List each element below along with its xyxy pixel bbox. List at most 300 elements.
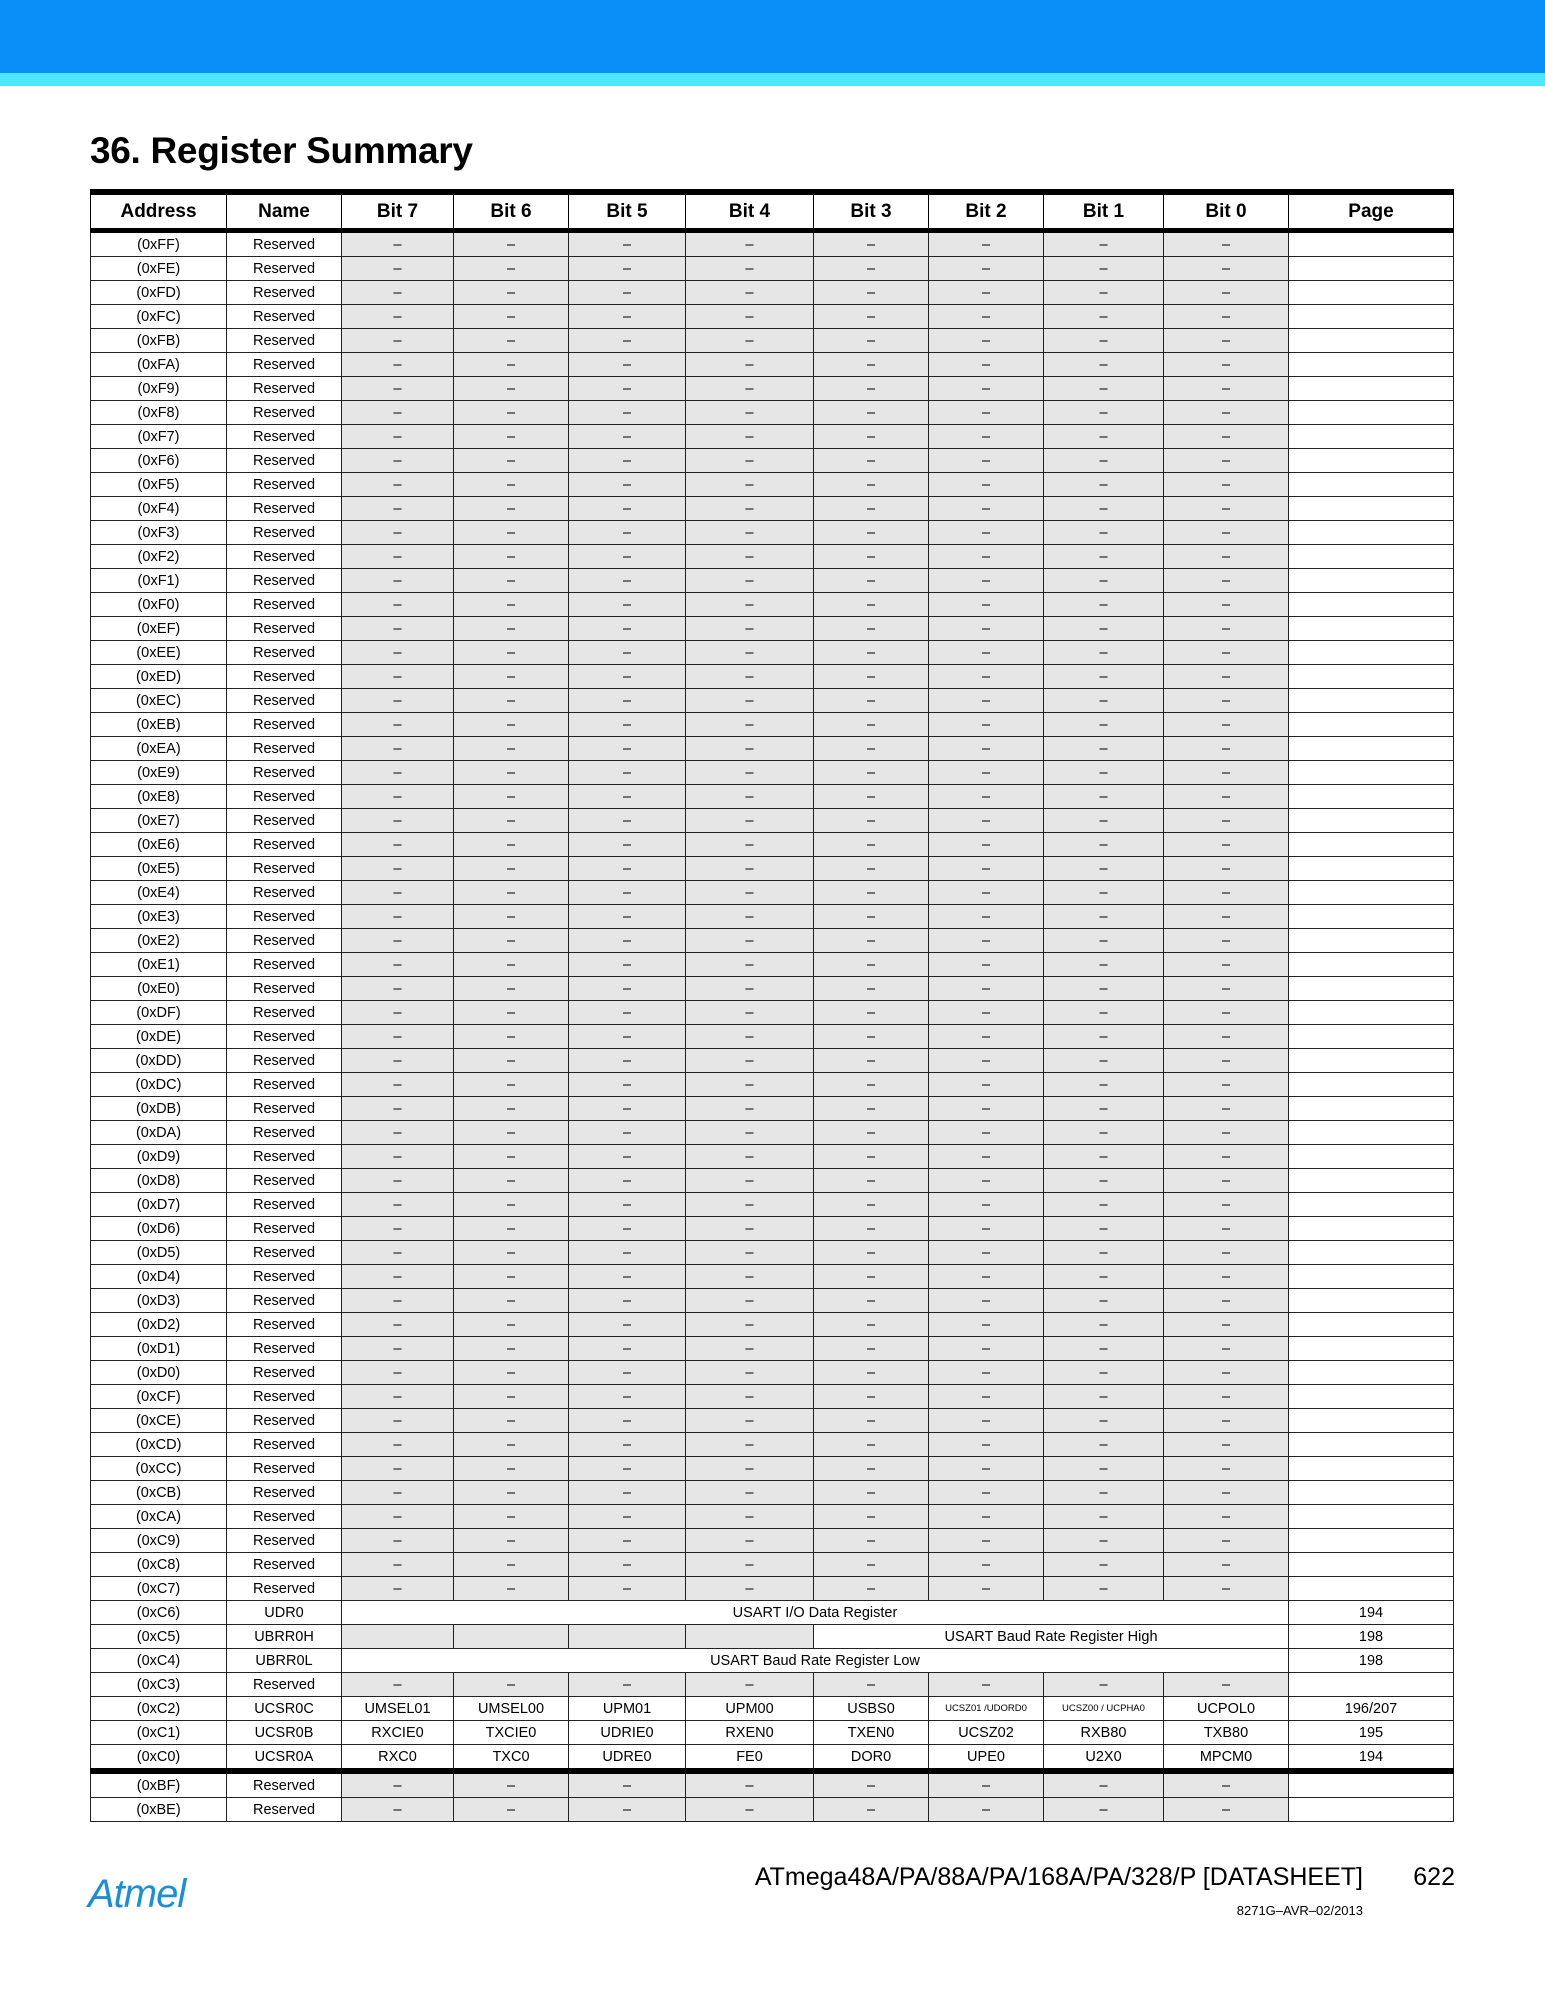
name-cell: Reserved bbox=[227, 1145, 342, 1169]
header-bar bbox=[0, 0, 1545, 73]
name-cell: Reserved bbox=[227, 953, 342, 977]
address-cell: (0xE7) bbox=[91, 809, 227, 833]
name-cell: Reserved bbox=[227, 881, 342, 905]
name-cell: Reserved bbox=[227, 1313, 342, 1337]
bit-cell: – bbox=[1164, 1673, 1289, 1697]
table-row bbox=[91, 1025, 1454, 1049]
address-cell: (0xC3) bbox=[91, 1673, 227, 1697]
bit-cell: – bbox=[686, 1409, 814, 1433]
table-row bbox=[91, 1241, 1454, 1265]
bit-cell: – bbox=[569, 665, 686, 689]
bit-cell: – bbox=[814, 569, 929, 593]
bit-cell: – bbox=[929, 1361, 1044, 1385]
address-cell: (0xE2) bbox=[91, 929, 227, 953]
name-cell: Reserved bbox=[227, 353, 342, 377]
table-row bbox=[91, 785, 1454, 809]
document-code: 8271G–AVR–02/2013 bbox=[1236, 1903, 1363, 1918]
bit-cell: – bbox=[454, 1771, 569, 1798]
bit-cell: TXC0 bbox=[454, 1745, 569, 1772]
bit-cell: – bbox=[569, 1529, 686, 1553]
name-cell: Reserved bbox=[227, 1097, 342, 1121]
bit-cell: – bbox=[1044, 1385, 1164, 1409]
table-row bbox=[91, 905, 1454, 929]
bit-cell: – bbox=[1044, 1771, 1164, 1798]
table-row bbox=[91, 569, 1454, 593]
name-cell: Reserved bbox=[227, 1025, 342, 1049]
bit-cell: – bbox=[686, 231, 814, 257]
page-cell bbox=[1289, 809, 1454, 833]
bit-cell: – bbox=[454, 857, 569, 881]
bit-cell: – bbox=[1164, 1241, 1289, 1265]
bit-cell: – bbox=[814, 953, 929, 977]
bit-cell: – bbox=[569, 1577, 686, 1601]
bit-cell: RXEN0 bbox=[686, 1721, 814, 1745]
bit-cell: – bbox=[342, 833, 454, 857]
bit-cell: – bbox=[1164, 1553, 1289, 1577]
name-cell: Reserved bbox=[227, 1073, 342, 1097]
bit-cell: – bbox=[814, 1265, 929, 1289]
page-cell bbox=[1289, 401, 1454, 425]
bit-cell: – bbox=[569, 231, 686, 257]
name-cell: Reserved bbox=[227, 257, 342, 281]
bit-cell: – bbox=[1164, 1145, 1289, 1169]
bit-cell: – bbox=[1044, 545, 1164, 569]
bit-cell: – bbox=[1044, 1577, 1164, 1601]
bit-cell: – bbox=[814, 1673, 929, 1697]
bit-cell: – bbox=[1044, 281, 1164, 305]
page-cell bbox=[1289, 857, 1454, 881]
bit-cell: – bbox=[454, 425, 569, 449]
address-cell: (0xC6) bbox=[91, 1601, 227, 1625]
address-cell: (0xD8) bbox=[91, 1169, 227, 1193]
bit-cell: – bbox=[342, 1121, 454, 1145]
bit-cell: – bbox=[814, 1361, 929, 1385]
name-cell: Reserved bbox=[227, 1265, 342, 1289]
bit-cell: – bbox=[929, 473, 1044, 497]
bit-cell: – bbox=[569, 1073, 686, 1097]
bit-cell: FE0 bbox=[686, 1745, 814, 1772]
page-cell bbox=[1289, 1409, 1454, 1433]
bit-cell: – bbox=[1164, 1798, 1289, 1822]
bit-cell: – bbox=[342, 1385, 454, 1409]
bit-cell: – bbox=[1164, 1385, 1289, 1409]
bit-cell: – bbox=[1044, 929, 1164, 953]
page-cell bbox=[1289, 881, 1454, 905]
bit-cell: – bbox=[686, 377, 814, 401]
bit-cell: TXEN0 bbox=[814, 1721, 929, 1745]
bit-cell: – bbox=[929, 977, 1044, 1001]
bit-cell: – bbox=[814, 257, 929, 281]
bit-cell: – bbox=[929, 881, 1044, 905]
bit-cell: – bbox=[814, 809, 929, 833]
bit-cell: – bbox=[454, 1289, 569, 1313]
bit-cell: – bbox=[929, 1049, 1044, 1073]
bit-cell: – bbox=[686, 281, 814, 305]
bit-cell: – bbox=[1044, 1798, 1164, 1822]
name-cell: UCSR0C bbox=[227, 1697, 342, 1721]
document-title: ATmega48A/PA/88A/PA/168A/PA/328/P [DATASHEET] bbox=[754, 1863, 1363, 1891]
bit-cell: – bbox=[569, 377, 686, 401]
bit-cell: – bbox=[1164, 809, 1289, 833]
register-span-cell: USART Baud Rate Register High bbox=[814, 1625, 1289, 1649]
bit-cell: – bbox=[1044, 1409, 1164, 1433]
bit-cell: – bbox=[342, 857, 454, 881]
bit-cell: – bbox=[686, 1481, 814, 1505]
bit-cell: – bbox=[929, 833, 1044, 857]
bit-cell: – bbox=[569, 737, 686, 761]
bit-cell: – bbox=[1164, 497, 1289, 521]
bit-cell: – bbox=[1164, 641, 1289, 665]
table-row bbox=[91, 1073, 1454, 1097]
bit-cell: – bbox=[569, 1505, 686, 1529]
column-header: Bit 4 bbox=[686, 192, 814, 231]
bit-cell: – bbox=[569, 1025, 686, 1049]
bit-cell bbox=[686, 1625, 814, 1649]
bit-cell: – bbox=[1164, 1481, 1289, 1505]
bit-cell: – bbox=[1044, 1241, 1164, 1265]
bit-cell: – bbox=[569, 1241, 686, 1265]
name-cell: Reserved bbox=[227, 785, 342, 809]
bit-cell: – bbox=[1164, 1073, 1289, 1097]
page-cell bbox=[1289, 281, 1454, 305]
bit-cell: – bbox=[814, 977, 929, 1001]
bit-cell: – bbox=[342, 1265, 454, 1289]
bit-cell: – bbox=[342, 929, 454, 953]
page-cell bbox=[1289, 665, 1454, 689]
bit-cell: – bbox=[454, 689, 569, 713]
bit-cell: – bbox=[342, 713, 454, 737]
bit-cell: – bbox=[929, 1145, 1044, 1169]
bit-cell: – bbox=[454, 329, 569, 353]
page-cell: 195 bbox=[1289, 1721, 1454, 1745]
bit-cell: – bbox=[1164, 881, 1289, 905]
bit-cell: – bbox=[569, 1361, 686, 1385]
page-cell bbox=[1289, 1313, 1454, 1337]
bit-cell: – bbox=[1164, 833, 1289, 857]
bit-cell: – bbox=[1044, 977, 1164, 1001]
bit-cell: – bbox=[1164, 1577, 1289, 1601]
bit-cell: UCSZ02 bbox=[929, 1721, 1044, 1745]
bit-cell: – bbox=[342, 545, 454, 569]
name-cell: Reserved bbox=[227, 1385, 342, 1409]
bit-cell: – bbox=[1044, 641, 1164, 665]
name-cell: Reserved bbox=[227, 689, 342, 713]
page-cell bbox=[1289, 761, 1454, 785]
table-row bbox=[91, 1697, 1454, 1721]
bit-cell: – bbox=[929, 1385, 1044, 1409]
header-accent-bar bbox=[0, 73, 1545, 86]
bit-cell: – bbox=[342, 1529, 454, 1553]
bit-cell: – bbox=[342, 641, 454, 665]
address-cell: (0xFD) bbox=[91, 281, 227, 305]
bit-cell: – bbox=[686, 809, 814, 833]
bit-cell: – bbox=[1164, 1049, 1289, 1073]
address-cell: (0xD4) bbox=[91, 1265, 227, 1289]
column-header: Bit 2 bbox=[929, 192, 1044, 231]
page-cell: 198 bbox=[1289, 1649, 1454, 1673]
bit-cell: – bbox=[814, 617, 929, 641]
bit-cell: – bbox=[929, 1771, 1044, 1798]
table-row bbox=[91, 1169, 1454, 1193]
name-cell: Reserved bbox=[227, 761, 342, 785]
bit-cell: – bbox=[1164, 785, 1289, 809]
bit-cell: – bbox=[454, 833, 569, 857]
bit-cell: – bbox=[929, 1217, 1044, 1241]
address-cell: (0xC8) bbox=[91, 1553, 227, 1577]
bit-cell: – bbox=[454, 713, 569, 737]
register-span-cell: USART Baud Rate Register Low bbox=[342, 1649, 1289, 1673]
name-cell: Reserved bbox=[227, 329, 342, 353]
bit-cell: – bbox=[342, 1673, 454, 1697]
table-row bbox=[91, 833, 1454, 857]
bit-cell: – bbox=[814, 1457, 929, 1481]
bit-cell: – bbox=[1044, 401, 1164, 425]
bit-cell: – bbox=[1044, 1001, 1164, 1025]
name-cell: Reserved bbox=[227, 425, 342, 449]
register-summary-table bbox=[90, 189, 1454, 1822]
bit-cell bbox=[342, 1625, 454, 1649]
page-cell bbox=[1289, 1145, 1454, 1169]
bit-cell: – bbox=[686, 1025, 814, 1049]
table-row bbox=[91, 1265, 1454, 1289]
table-row bbox=[91, 1649, 1454, 1673]
address-cell: (0xE1) bbox=[91, 953, 227, 977]
bit-cell: – bbox=[569, 1313, 686, 1337]
table-row bbox=[91, 353, 1454, 377]
address-cell: (0xE5) bbox=[91, 857, 227, 881]
bit-cell: – bbox=[686, 713, 814, 737]
bit-cell: – bbox=[569, 833, 686, 857]
address-cell: (0xF8) bbox=[91, 401, 227, 425]
bit-cell: – bbox=[686, 1553, 814, 1577]
bit-cell: – bbox=[569, 881, 686, 905]
address-cell: (0xF6) bbox=[91, 449, 227, 473]
bit-cell: – bbox=[1164, 449, 1289, 473]
address-cell: (0xE9) bbox=[91, 761, 227, 785]
page-cell bbox=[1289, 231, 1454, 257]
name-cell: Reserved bbox=[227, 905, 342, 929]
bit-cell: – bbox=[342, 1409, 454, 1433]
bit-cell: – bbox=[342, 1798, 454, 1822]
bit-cell: – bbox=[1044, 231, 1164, 257]
bit-cell: – bbox=[1044, 905, 1164, 929]
page-cell bbox=[1289, 689, 1454, 713]
name-cell: Reserved bbox=[227, 473, 342, 497]
bit-cell: – bbox=[454, 1121, 569, 1145]
bit-cell: – bbox=[814, 1313, 929, 1337]
bit-cell: – bbox=[569, 1673, 686, 1697]
address-cell: (0xFC) bbox=[91, 305, 227, 329]
page-cell bbox=[1289, 1457, 1454, 1481]
bit-cell: – bbox=[929, 1505, 1044, 1529]
bit-cell: – bbox=[1044, 593, 1164, 617]
name-cell: Reserved bbox=[227, 231, 342, 257]
name-cell: Reserved bbox=[227, 1505, 342, 1529]
address-cell: (0xDC) bbox=[91, 1073, 227, 1097]
page-cell bbox=[1289, 1289, 1454, 1313]
bit-cell: – bbox=[929, 1313, 1044, 1337]
table-row bbox=[91, 545, 1454, 569]
bit-cell: – bbox=[569, 641, 686, 665]
page-cell bbox=[1289, 473, 1454, 497]
table-row bbox=[91, 1625, 1454, 1649]
table-row bbox=[91, 1577, 1454, 1601]
name-cell: Reserved bbox=[227, 593, 342, 617]
address-cell: (0xC9) bbox=[91, 1529, 227, 1553]
bit-cell: – bbox=[1044, 521, 1164, 545]
bit-cell: – bbox=[1044, 497, 1164, 521]
bit-cell: – bbox=[569, 1001, 686, 1025]
bit-cell: – bbox=[454, 1553, 569, 1577]
name-cell: Reserved bbox=[227, 809, 342, 833]
bit-cell: – bbox=[342, 353, 454, 377]
bit-cell: – bbox=[686, 1337, 814, 1361]
bit-cell: – bbox=[454, 473, 569, 497]
bit-cell: – bbox=[1044, 1217, 1164, 1241]
bit-cell: – bbox=[454, 1169, 569, 1193]
page-cell bbox=[1289, 1073, 1454, 1097]
bit-cell: – bbox=[342, 1433, 454, 1457]
name-cell: Reserved bbox=[227, 401, 342, 425]
address-cell: (0xC1) bbox=[91, 1721, 227, 1745]
page-cell bbox=[1289, 329, 1454, 353]
bit-cell: – bbox=[342, 905, 454, 929]
name-cell: Reserved bbox=[227, 1529, 342, 1553]
table-row bbox=[91, 593, 1454, 617]
page-cell bbox=[1289, 1049, 1454, 1073]
column-header: Bit 5 bbox=[569, 192, 686, 231]
bit-cell: – bbox=[929, 857, 1044, 881]
page-cell bbox=[1289, 1529, 1454, 1553]
page-cell bbox=[1289, 353, 1454, 377]
table-row bbox=[91, 401, 1454, 425]
bit-cell: – bbox=[686, 953, 814, 977]
bit-cell: – bbox=[342, 569, 454, 593]
name-cell: Reserved bbox=[227, 1433, 342, 1457]
bit-cell: – bbox=[342, 737, 454, 761]
bit-cell: – bbox=[569, 281, 686, 305]
bit-cell: UCSZ00 / UCPHA0 bbox=[1044, 1697, 1164, 1721]
bit-cell: – bbox=[1044, 665, 1164, 689]
bit-cell: UCPOL0 bbox=[1164, 1697, 1289, 1721]
bit-cell: UPM00 bbox=[686, 1697, 814, 1721]
bit-cell: – bbox=[342, 1361, 454, 1385]
bit-cell: – bbox=[342, 497, 454, 521]
bit-cell: – bbox=[454, 1529, 569, 1553]
bit-cell: – bbox=[929, 1073, 1044, 1097]
bit-cell: – bbox=[929, 1433, 1044, 1457]
bit-cell: – bbox=[1044, 1121, 1164, 1145]
bit-cell: – bbox=[929, 305, 1044, 329]
bit-cell: – bbox=[686, 1529, 814, 1553]
bit-cell: – bbox=[929, 569, 1044, 593]
bit-cell: – bbox=[814, 1097, 929, 1121]
bit-cell: – bbox=[569, 689, 686, 713]
address-cell: (0xC0) bbox=[91, 1745, 227, 1772]
bit-cell: – bbox=[814, 497, 929, 521]
bit-cell: – bbox=[686, 881, 814, 905]
address-cell: (0xD1) bbox=[91, 1337, 227, 1361]
bit-cell: – bbox=[686, 929, 814, 953]
bit-cell: – bbox=[814, 881, 929, 905]
page-cell bbox=[1289, 1798, 1454, 1822]
address-cell: (0xBE) bbox=[91, 1798, 227, 1822]
bit-cell: – bbox=[1164, 1121, 1289, 1145]
bit-cell: – bbox=[814, 1409, 929, 1433]
bit-cell: – bbox=[569, 857, 686, 881]
bit-cell: – bbox=[1164, 953, 1289, 977]
table-row bbox=[91, 737, 1454, 761]
table-row bbox=[91, 1145, 1454, 1169]
name-cell: Reserved bbox=[227, 521, 342, 545]
name-cell: Reserved bbox=[227, 713, 342, 737]
bit-cell: – bbox=[686, 1505, 814, 1529]
name-cell: UCSR0A bbox=[227, 1745, 342, 1772]
bit-cell: – bbox=[1044, 569, 1164, 593]
bit-cell: – bbox=[1044, 1553, 1164, 1577]
bit-cell: – bbox=[1164, 977, 1289, 1001]
bit-cell: – bbox=[342, 425, 454, 449]
bit-cell: – bbox=[569, 449, 686, 473]
address-cell: (0xF9) bbox=[91, 377, 227, 401]
bit-cell: – bbox=[454, 1145, 569, 1169]
bit-cell: – bbox=[1164, 401, 1289, 425]
name-cell: Reserved bbox=[227, 1217, 342, 1241]
bit-cell: – bbox=[814, 905, 929, 929]
bit-cell: – bbox=[342, 1337, 454, 1361]
name-cell: Reserved bbox=[227, 929, 342, 953]
name-cell: Reserved bbox=[227, 1409, 342, 1433]
table-row bbox=[91, 521, 1454, 545]
bit-cell: – bbox=[342, 1169, 454, 1193]
bit-cell: – bbox=[1164, 1193, 1289, 1217]
page-cell bbox=[1289, 905, 1454, 929]
bit-cell: – bbox=[342, 977, 454, 1001]
bit-cell: – bbox=[686, 329, 814, 353]
bit-cell: – bbox=[929, 761, 1044, 785]
bit-cell: – bbox=[569, 425, 686, 449]
page-cell bbox=[1289, 377, 1454, 401]
bit-cell: – bbox=[1164, 305, 1289, 329]
name-cell: Reserved bbox=[227, 1001, 342, 1025]
bit-cell: – bbox=[342, 689, 454, 713]
bit-cell: – bbox=[929, 449, 1044, 473]
name-cell: UBRR0H bbox=[227, 1625, 342, 1649]
page-cell: 198 bbox=[1289, 1625, 1454, 1649]
bit-cell: – bbox=[454, 1001, 569, 1025]
page-cell bbox=[1289, 425, 1454, 449]
bit-cell: – bbox=[686, 857, 814, 881]
bit-cell: – bbox=[814, 545, 929, 569]
bit-cell: – bbox=[454, 1361, 569, 1385]
bit-cell: – bbox=[342, 665, 454, 689]
page-cell bbox=[1289, 1771, 1454, 1798]
address-cell: (0xD2) bbox=[91, 1313, 227, 1337]
bit-cell: – bbox=[454, 1481, 569, 1505]
bit-cell: RXCIE0 bbox=[342, 1721, 454, 1745]
bit-cell: – bbox=[342, 521, 454, 545]
bit-cell: – bbox=[929, 1673, 1044, 1697]
bit-cell: – bbox=[569, 1385, 686, 1409]
bit-cell: – bbox=[686, 641, 814, 665]
bit-cell: – bbox=[929, 1289, 1044, 1313]
name-cell: UBRR0L bbox=[227, 1649, 342, 1673]
name-cell: Reserved bbox=[227, 977, 342, 1001]
name-cell: Reserved bbox=[227, 641, 342, 665]
bit-cell: – bbox=[569, 257, 686, 281]
bit-cell: – bbox=[569, 569, 686, 593]
bit-cell: – bbox=[1044, 1313, 1164, 1337]
